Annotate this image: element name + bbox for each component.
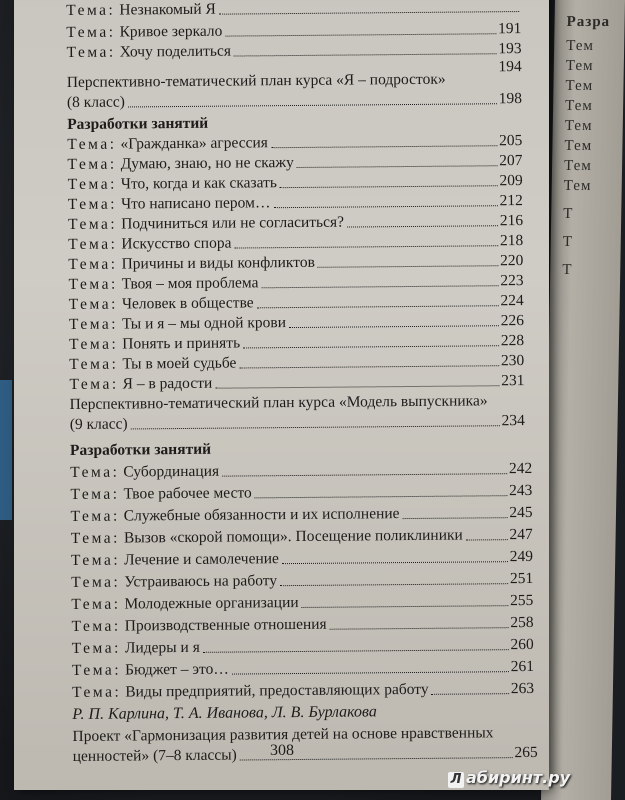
toc-entry-label: Тема: — [71, 639, 121, 657]
project-title-line: Проект «Гармонизация развития детей на основе нравственных — [72, 724, 494, 745]
toc-entry — [66, 20, 521, 42]
leader-dots — [257, 305, 499, 308]
toc-entry-label: Тема: — [71, 573, 121, 591]
toc-entry-page: 223 — [500, 272, 524, 290]
plan-grade: (9 класс) — [69, 415, 128, 433]
toc-entry — [71, 504, 533, 526]
toc-entry — [71, 526, 533, 548]
plan-grade: (8 класс) — [66, 93, 125, 111]
leader-dots — [297, 165, 497, 168]
toc-entry-label: Тема: — [67, 175, 117, 193]
toc-entry-label: Тема: — [68, 315, 119, 333]
toc-entry-label: Тема: — [66, 1, 116, 19]
toc-entry — [69, 332, 524, 354]
toc-entry-label: Тема: — [70, 507, 120, 525]
toc-entry — [68, 272, 523, 294]
right-page-line: Т — [562, 262, 573, 278]
toc-entry-page: 193 — [498, 40, 522, 58]
toc-entry-title: Кривое зеркало — [119, 22, 223, 41]
leader-dots — [243, 345, 499, 348]
toc-entry-title: Незнакомый Я — [119, 0, 216, 19]
toc-entry-label: Тема: — [71, 661, 122, 679]
toc-entry-page: 224 — [500, 292, 524, 310]
toc-entry-label: Тема: — [67, 155, 117, 173]
leader-dots — [282, 561, 508, 564]
section-heading: Разработки занятий — [69, 440, 212, 459]
toc-entry-label: Тема: — [66, 23, 116, 41]
toc-entry-page: 255 — [510, 591, 534, 610]
leader-dots — [262, 285, 499, 288]
toc-entry — [69, 372, 524, 394]
right-page-line: Тем — [564, 138, 593, 154]
watermark-text: абиринт.ру — [466, 768, 571, 787]
toc-entry-label: Тема: — [68, 295, 118, 313]
toc-entry-label: Тема: — [70, 529, 121, 547]
leader-dots — [234, 245, 498, 248]
toc-entry-title: Производственные отношения — [124, 615, 327, 635]
right-page-line: Тем — [565, 58, 594, 74]
toc-entry-page: 220 — [500, 252, 524, 270]
leader-dots — [131, 425, 500, 429]
leader-dots — [318, 265, 498, 268]
toc-entry — [67, 152, 522, 174]
toc-entry-title: Виды предприятий, предоставляющих работу — [125, 680, 429, 701]
right-page-line: Тем — [566, 38, 595, 54]
toc-entry — [72, 680, 534, 702]
toc-entry-label: Тема: — [67, 215, 118, 233]
toc-entry-page: 261 — [510, 657, 534, 676]
toc-entry-title: Твое рабочее место — [123, 484, 252, 503]
labirint-logo-icon: Л — [448, 772, 464, 788]
authors-line: Р. П. Карлина, Т. А. Иванова, Л. В. Бурлакова — [72, 703, 377, 723]
leader-dots — [128, 103, 497, 107]
toc-entry-title: Лечение и самолечение — [124, 550, 279, 569]
leader-dots — [466, 539, 508, 540]
toc-entry-title: Субординация — [123, 462, 220, 481]
toc-entry-page: 251 — [509, 569, 534, 588]
toc-entry-title: Хочу поделиться — [119, 42, 232, 61]
toc-entry-page: 218 — [499, 232, 524, 250]
toc-entry-title: Думаю, знаю, но не скажу — [120, 154, 294, 173]
toc-entry — [67, 132, 522, 154]
toc-entry-page: 226 — [500, 312, 524, 330]
toc-entry-title: Подчиниться или не согласиться? — [121, 213, 345, 233]
toc-entry-label: Тема: — [70, 485, 120, 503]
leader-dots — [239, 365, 499, 368]
toc-entry-page: 212 — [499, 192, 523, 210]
toc-entry-page: 258 — [510, 613, 534, 632]
plan-entry — [70, 412, 525, 434]
toc-entry-page: 205 — [499, 132, 523, 150]
toc-entry-label: Тема: — [70, 551, 121, 569]
toc-entry-label: Тема: — [72, 683, 122, 701]
toc-entry — [70, 482, 532, 504]
leader-dots — [330, 627, 509, 630]
toc-entry-page: 230 — [500, 352, 525, 370]
toc-entry-title: Понять и принять — [122, 334, 241, 353]
toc-entry-title: Молодежные организации — [124, 593, 299, 613]
toc-entry-title: Причины и виды конфликтов — [121, 253, 315, 273]
toc-entry-title: Лидеры и я — [124, 638, 200, 657]
toc-entry-title: Бюджет – это… — [125, 660, 229, 679]
toc-entry — [66, 0, 521, 20]
toc-entry — [71, 592, 533, 614]
plan-entry — [67, 90, 522, 112]
toc-entry-title: Устраиваюсь на работу — [124, 572, 278, 591]
right-page-line: Т — [563, 206, 574, 222]
toc-entry — [72, 636, 534, 658]
leader-dots — [273, 205, 497, 208]
labirint-watermark — [448, 768, 570, 788]
toc-entry-title: Человек в обществе — [121, 294, 254, 313]
toc-entry-title: Что написано пером… — [120, 194, 271, 213]
toc-entry-page: 191 — [498, 20, 522, 38]
toc-entry-label: Тема: — [68, 275, 118, 293]
project-entry — [73, 744, 538, 766]
toc-entry-label: Тема: — [67, 195, 118, 213]
toc-entry-title: Что, когда и как сказать — [120, 174, 278, 193]
toc-entry — [69, 312, 524, 334]
right-page-line: Тем — [563, 178, 592, 194]
leader-dots — [280, 583, 508, 586]
right-neighbour-page — [541, 0, 625, 800]
toc-entry-page: 231 — [501, 372, 525, 390]
page-number: 308 — [270, 742, 294, 759]
right-page-line: Тем — [564, 118, 593, 134]
leader-dots — [222, 473, 507, 476]
toc-entry-title: Ты в моей судьбе — [122, 354, 237, 373]
leader-dots — [280, 185, 497, 188]
toc-entry — [71, 570, 533, 592]
plan-title-line: Перспективно-тематический план курса «Модель выпускника» — [69, 392, 488, 413]
leader-dots — [255, 495, 507, 498]
leader-dots — [302, 605, 508, 608]
toc-entry — [68, 212, 523, 234]
right-page-line: Разра — [566, 14, 611, 30]
leader-dots — [219, 11, 519, 15]
toc-entry-title: «Гражданка» агрессия — [120, 134, 268, 153]
toc-entry-label: Тема: — [69, 335, 119, 353]
leader-dots — [289, 325, 499, 328]
plan-page: 234 — [501, 412, 525, 430]
right-page-line: Т — [562, 234, 574, 250]
leader-dots — [347, 225, 498, 227]
toc-entry — [70, 460, 532, 482]
toc-entry-title: Я – в радости — [122, 374, 213, 393]
plan-title-line: Перспективно-тематический план курса «Я – подросток» — [66, 70, 446, 91]
project-page: 265 — [514, 743, 538, 762]
left-page-edge — [0, 380, 12, 520]
toc-entry-title: Твоя – моя проблема — [121, 274, 259, 293]
plan-page: 198 — [498, 90, 523, 108]
toc-entry — [68, 192, 523, 214]
right-page-line: Тем — [565, 78, 594, 94]
book-page — [14, 0, 549, 790]
toc-entry-label: Тема: — [69, 375, 119, 393]
toc-entry-label: Тема: — [68, 255, 118, 273]
leader-dots — [271, 145, 497, 148]
toc-entry-page: 209 — [499, 172, 523, 190]
toc-entry-page: 245 — [509, 503, 533, 522]
toc-entry — [68, 172, 523, 194]
leader-dots — [403, 517, 508, 519]
toc-entry-label: Тема: — [71, 617, 121, 635]
toc-entry — [72, 658, 534, 680]
project-title-line2: ценностей» (7–8 классы) — [72, 746, 237, 765]
toc-entry — [71, 548, 533, 570]
leader-dots — [432, 693, 509, 695]
leader-dots — [203, 649, 509, 653]
toc-entry-page: 260 — [510, 635, 534, 654]
toc-entry-page: 249 — [509, 547, 534, 566]
toc-entry — [68, 252, 523, 274]
leader-dots — [225, 33, 496, 36]
leader-dots — [215, 385, 499, 388]
toc-entry — [69, 352, 524, 374]
toc-entry-page: 207 — [499, 152, 523, 170]
toc-entry-page: 263 — [510, 679, 535, 698]
toc-entry — [71, 614, 533, 636]
toc-entry-page: 247 — [509, 525, 533, 544]
toc-entry-page: 216 — [499, 212, 524, 230]
leader-dots — [234, 53, 496, 56]
toc-entry-label: Тема: — [69, 355, 119, 373]
toc-entry-label: Тема: — [66, 43, 116, 61]
toc-entry-label: Тема: — [71, 595, 121, 613]
toc-entry — [68, 232, 523, 254]
leader-dots — [232, 671, 509, 674]
toc-entry-label: Тема: — [68, 235, 118, 253]
toc-entry-title: Искусство спора — [121, 234, 232, 253]
right-page-line: Тем — [563, 158, 592, 174]
toc-entry-page: 243 — [509, 481, 533, 500]
toc-entry-label: Тема: — [70, 463, 120, 481]
toc-entry-title: Ты и я – мы одной крови — [121, 314, 287, 333]
right-page-line: Тем — [564, 98, 594, 114]
toc-entry-page: 242 — [508, 459, 533, 478]
toc-entry-label: Тема: — [67, 135, 117, 153]
toc-entry-page: 194 — [498, 58, 522, 76]
toc-entry-title: Служебные обязанности и их исполнение — [123, 505, 400, 525]
toc-entry — [69, 292, 524, 314]
toc-entry-title: Вызов «скорой помощи». Посещение поликлиники — [123, 526, 463, 547]
toc-entry-page: 228 — [500, 332, 525, 350]
section-heading: Разработки занятий — [67, 114, 209, 133]
